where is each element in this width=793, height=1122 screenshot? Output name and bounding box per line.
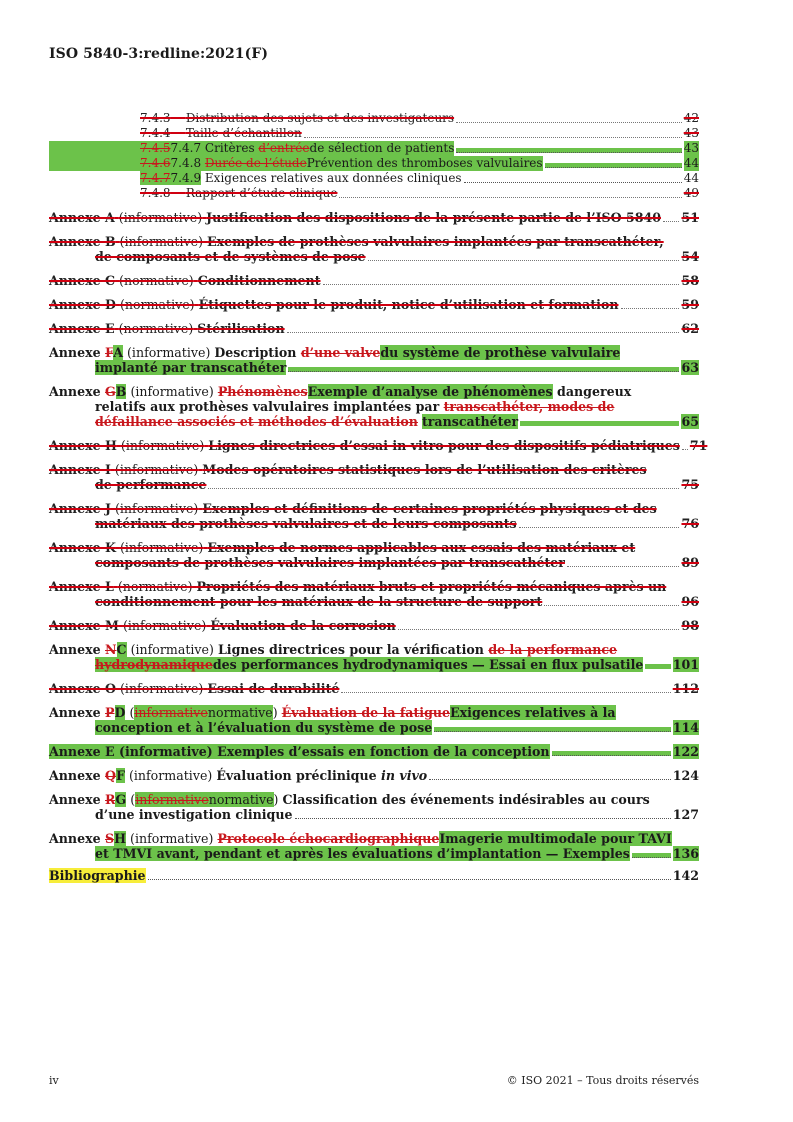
toc-entry-7-4-9[interactable]: 7.4.77.4.9 Exigences relatives aux données cliniques 44: [140, 171, 699, 185]
toc-annex-k[interactable]: Annexe K (informative) Exemples de normes applicables aux essais des matériaux et composants de prothèses valvulaires implantées par transcathéter 89: [49, 540, 699, 570]
toc-annex-d[interactable]: Annexe D (normative) Étiquettes pour le produit, notice d’utilisation et formation 59: [49, 297, 699, 312]
toc-annex-e-essais[interactable]: Annexe E (informative) Exemples d’essais en fonction de la conception 122: [49, 744, 699, 759]
toc-annex-g-evenements[interactable]: Annexe RG (informativenormative) Classification des événements indésirables au cours d’une investigation clinique 127: [49, 792, 699, 822]
toc-annex-m[interactable]: Annexe M (informative) Évaluation de la corrosion 98: [49, 618, 699, 633]
toc-annex-b[interactable]: Annexe B (informative) Exemples de prothèses valvulaires implantées par transcathéter, de composants et de systèmes de pose 54: [49, 234, 699, 264]
toc-annex-a[interactable]: Annexe A (informative) Justification des dispositions de la présente partie de l’ISO 5840 51: [49, 210, 699, 225]
toc-annex-l[interactable]: Annexe L (normative) Propriétés des matériaux bruts et propriétés mécaniques après un conditionnement pour les matériaux de la structure de support 96: [49, 579, 699, 609]
toc-entry-7-4-8[interactable]: 7.4.67.4.8 Durée de l’étudePrévention des thromboses valvulaires 44: [49, 156, 699, 171]
toc-entry-7-4-7[interactable]: 7.4.57.4.7 Critères d’entréede sélection de patients 43: [49, 141, 699, 156]
toc-annex-i[interactable]: Annexe I (informative) Modes opératoires statistiques lors de l’utilisation des critères de performance 75: [49, 462, 699, 492]
toc-annex-j[interactable]: Annexe J (informative) Exemples et définitions de certaines propriétés physiques et des matériaux des prothèses valvulaires et de leurs composants 76: [49, 501, 699, 531]
table-of-contents: [49, 111, 708, 883]
toc-entry-7-4-8-rapport[interactable]: 7.4.8 Rapport d’étude clinique 49: [140, 186, 699, 200]
toc-bibliographie[interactable]: Bibliographie 142: [49, 868, 699, 883]
copyright-notice: © ISO 2021 – Tous droits réservés: [506, 1074, 699, 1087]
toc-annex-f-in-vivo[interactable]: Annexe QF (informative) Évaluation préclinique in vivo 124: [49, 768, 699, 783]
toc-annex-h[interactable]: Annexe H (informative) Lignes directrices d’essai in vitro pour des dispositifs pédiatriques 71: [49, 438, 708, 453]
document-header: ISO 5840-3:redline:2021(F): [49, 46, 269, 62]
toc-annex-c[interactable]: Annexe C (normative) Conditionnement 58: [49, 273, 699, 288]
toc-annex-b-analyse[interactable]: Annexe GB (informative) PhénomènesExemple d’analyse de phénomènes dangereux relatifs aux prothèses valvulaires implantées par transcathéter, modes de défaillance associés et méthodes d’évaluation transcathéter 65: [49, 384, 699, 429]
toc-annex-h-imagerie[interactable]: Annexe SH (informative) Protocole échocardiographiqueImagerie multimodale pour TAVI et TMVI avant, pendant et après les évaluations d’implantation — Exemples 136: [49, 831, 699, 861]
toc-annex-d-systeme-pose[interactable]: Annexe PD (informativenormative) Évaluation de la fatigueExigences relatives à la conception et à l’évaluation du système de pose 114: [49, 705, 699, 735]
toc-entry-7-4-3[interactable]: 7.4.3 Distribution des sujets et des investigateurs 42: [140, 111, 699, 125]
toc-annex-o[interactable]: Annexe O (informative) Essai de durabilité 112: [49, 681, 699, 696]
page-number: iv: [49, 1074, 59, 1087]
toc-annex-a-description[interactable]: Annexe FA (informative) Description d’une valvedu système de prothèse valvulaire implanté par transcathéter 63: [49, 345, 699, 375]
toc-entry-7-4-4[interactable]: 7.4.4 Taille d’échantillon 43: [140, 126, 699, 140]
toc-annex-e-sterilisation[interactable]: Annexe E (normative) Stérilisation 62: [49, 321, 699, 336]
toc-annex-c-hydrodynamique[interactable]: Annexe NC (informative) Lignes directrices pour la vérification de la performance hydrodynamiquedes performances hydrodynamiques — Essai en flux pulsatile 101: [49, 642, 699, 672]
